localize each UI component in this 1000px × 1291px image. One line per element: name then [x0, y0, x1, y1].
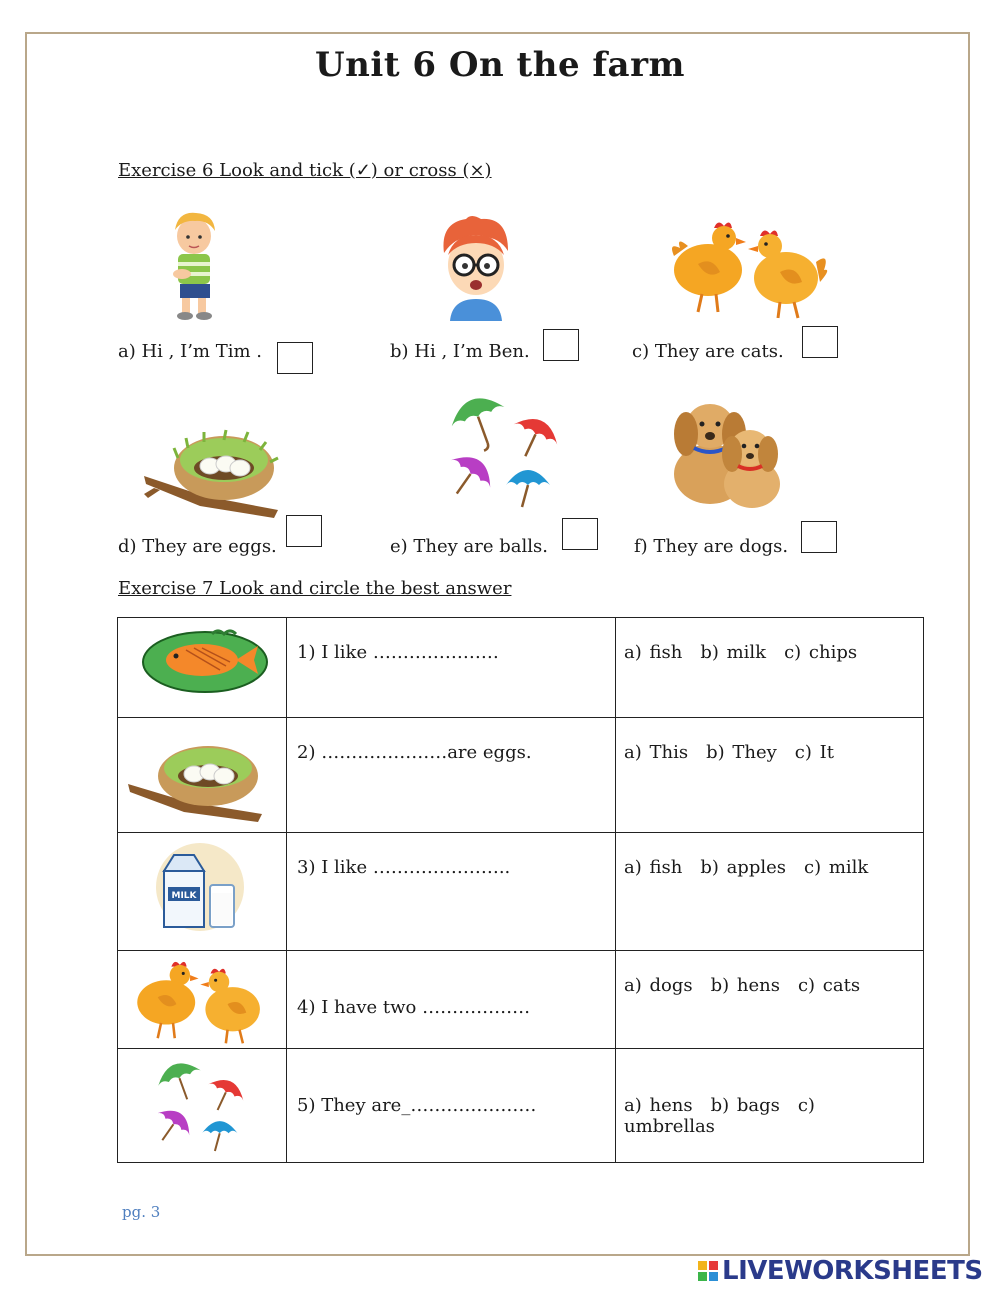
- umbrellas-image: [152, 1053, 252, 1157]
- row-3-question: 3) I like …………………..: [287, 833, 616, 951]
- liveworksheets-brand[interactable]: [698, 1256, 983, 1286]
- option-3a[interactable]: a) fish: [624, 857, 683, 878]
- table-row: [118, 833, 924, 951]
- nest-with-eggs-image: [144, 418, 280, 518]
- nest-with-eggs-image: [128, 730, 264, 824]
- row-4-question: 4) I have two ………………: [287, 951, 616, 1049]
- table-row: [118, 718, 924, 833]
- row-2-image-cell: [118, 718, 287, 833]
- option-4c[interactable]: c) cats: [797, 975, 861, 996]
- exercise-6-item-e: e) They are balls.: [390, 536, 548, 557]
- table-row: [118, 1049, 924, 1163]
- exercise-6-item-c: c) They are cats.: [632, 341, 784, 362]
- table-row: [118, 951, 924, 1049]
- row-1-question: 1) I like …………………: [287, 618, 616, 718]
- option-5c[interactable]: c) umbrellas: [624, 1095, 815, 1137]
- two-dogs-image: [664, 390, 788, 514]
- page-title: Unit 6 On the farm: [315, 45, 685, 85]
- option-2c[interactable]: c) It: [794, 742, 834, 763]
- option-4a[interactable]: a) dogs: [624, 975, 693, 996]
- answer-box-c[interactable]: [802, 326, 838, 358]
- boy-tim-image: [160, 206, 230, 322]
- option-4b[interactable]: b) hens: [710, 975, 780, 996]
- row-2-options: [616, 718, 924, 833]
- option-3b[interactable]: b) apples: [700, 857, 787, 878]
- row-1-image-cell: [118, 618, 287, 718]
- row-2-question: 2) …………………are eggs.: [287, 718, 616, 833]
- liveworksheets-logo-icon: [698, 1261, 718, 1281]
- option-3c[interactable]: c) milk: [804, 857, 869, 878]
- row-3-options: [616, 833, 924, 951]
- row-5-options: [616, 1049, 924, 1163]
- milk-carton-label: MILK: [171, 891, 197, 901]
- two-hens-image: [132, 953, 272, 1045]
- option-2b[interactable]: b) They: [706, 742, 777, 763]
- option-5a[interactable]: a) hens: [624, 1095, 693, 1116]
- page-number: pg. 3: [122, 1203, 161, 1221]
- answer-box-f[interactable]: [801, 521, 837, 553]
- exercise-6-item-b: b) Hi , I’m Ben.: [390, 341, 530, 362]
- answer-box-b[interactable]: [543, 329, 579, 361]
- exercise-7-table: [117, 617, 924, 1163]
- milk-image: [152, 841, 248, 937]
- row-1-options: [616, 618, 924, 718]
- option-1c[interactable]: c) chips: [784, 642, 858, 663]
- umbrellas-image: [444, 389, 568, 511]
- exercise-6-item-d: d) They are eggs.: [118, 536, 277, 557]
- exercise-6-heading: Exercise 6 Look and tick (✓) or cross (×): [118, 160, 492, 181]
- answer-box-e[interactable]: [562, 518, 598, 550]
- exercise-6-item-f: f) They are dogs.: [634, 536, 789, 557]
- row-4-image-cell: [118, 951, 287, 1049]
- option-1a[interactable]: a) fish: [624, 642, 683, 663]
- row-5-image-cell: [118, 1049, 287, 1163]
- table-row: [118, 618, 924, 718]
- brand-text: LIVEWORKSHEETS: [722, 1256, 983, 1286]
- option-2a[interactable]: a) This: [624, 742, 689, 763]
- row-4-options: [616, 951, 924, 1049]
- boy-ben-image: [436, 213, 516, 321]
- option-5b[interactable]: b) bags: [710, 1095, 780, 1116]
- two-hens-image: [668, 212, 832, 320]
- option-1b[interactable]: b) milk: [700, 642, 767, 663]
- answer-box-d[interactable]: [286, 515, 322, 547]
- row-3-image-cell: [118, 833, 287, 951]
- fish-plate-image: [140, 624, 270, 694]
- exercise-6-item-a: a) Hi , I’m Tim .: [118, 341, 262, 362]
- answer-box-a[interactable]: [277, 342, 313, 374]
- exercise-7-heading: Exercise 7 Look and circle the best answer: [118, 578, 512, 599]
- row-5-question: 5) They are_…………………: [287, 1049, 616, 1163]
